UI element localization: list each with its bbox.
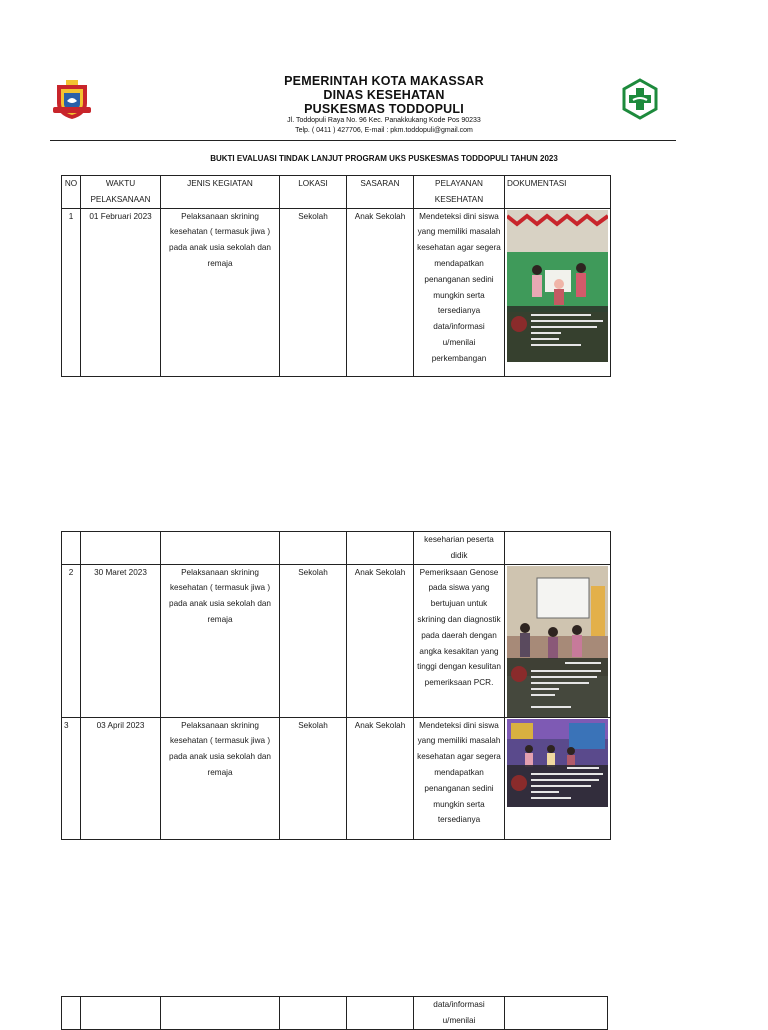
column-header: JENIS KEGIATAN: [161, 176, 280, 209]
table-row: [62, 564, 611, 717]
row-documentation: [505, 717, 611, 839]
evaluation-table: [61, 175, 611, 377]
row-location: Sekolah: [280, 717, 347, 839]
row-activity: Pelaksanaan skrining kesehatan ( termasuk jiwa ) pada anak usia sekolah dan remaja: [161, 564, 280, 717]
column-header: WAKTU PELAKSANAAN: [81, 176, 161, 209]
row-date: 30 Maret 2023: [81, 564, 161, 717]
table-row: [62, 208, 611, 376]
row-service: Mendeteksi dini siswa yang memiliki masalah kesehatan agar segera mendapatkan penanganan sedini mungkin serta tersedianya: [414, 717, 505, 839]
documentation-photo: [507, 719, 608, 807]
column-header: DOKUMENTASI: [505, 176, 611, 209]
agency-name: DINAS KESEHATAN: [323, 88, 445, 102]
row-documentation: [505, 208, 611, 376]
letterhead: [200, 74, 568, 135]
row-service-continuation: data/informasi u/menilai: [414, 997, 505, 1030]
facility-name: PUSKESMAS TODDOPULI: [304, 102, 464, 116]
row-activity: Pelaksanaan skrining kesehatan ( termasuk jiwa ) pada anak usia sekolah dan remaja: [161, 717, 280, 839]
documentation-photo: [507, 210, 608, 362]
document-title: BUKTI EVALUASI TINDAK LANJUT PROGRAM UKS PUSKESMAS TODDOPULI TAHUN 2023: [210, 154, 558, 163]
row-target: Anak Sekolah: [347, 717, 414, 839]
government-name: PEMERINTAH KOTA MAKASSAR: [284, 74, 484, 88]
row-target: Anak Sekolah: [347, 564, 414, 717]
row-date: 03 April 2023: [81, 717, 161, 839]
table-row: [62, 997, 608, 1030]
column-header: PELAYANAN KESEHATAN: [414, 176, 505, 209]
row-service: Mendeteksi dini siswa yang memiliki masalah kesehatan agar segera mendapatkan penanganan sedini mungkin serta tersedianya data/informasi u/menilai perkembangan: [414, 208, 505, 376]
table-row: [62, 717, 611, 839]
table-row: [62, 532, 611, 565]
contact-info: Telp. ( 0411 ) 427706, E-mail : pkm.toddopuli@gmail.com: [295, 126, 473, 134]
row-documentation: [505, 564, 611, 717]
column-header: SASARAN: [347, 176, 414, 209]
table-header-row: [62, 176, 611, 209]
documentation-photo: [507, 566, 608, 717]
row-service-continuation: keseharian peserta didik: [414, 532, 505, 565]
column-header: NO: [62, 176, 81, 209]
row-number: 2: [62, 564, 81, 717]
makassar-city-emblem-icon: [50, 77, 94, 121]
address: Jl. Toddopuli Raya No. 96 Kec. Panakkukang Kode Pos 90233: [287, 117, 481, 124]
puskesmas-logo-icon: [620, 78, 660, 120]
row-location: Sekolah: [280, 564, 347, 717]
row-date: 01 Februari 2023: [81, 208, 161, 376]
row-target: Anak Sekolah: [347, 208, 414, 376]
evaluation-table-continued: [61, 531, 611, 840]
row-number: 3: [62, 717, 81, 839]
evaluation-table-continued-2: [61, 996, 608, 1030]
row-number: 1: [62, 208, 81, 376]
row-location: Sekolah: [280, 208, 347, 376]
header-divider: [50, 140, 676, 141]
row-activity: Pelaksanaan skrining kesehatan ( termasuk jiwa ) pada anak usia sekolah dan remaja: [161, 208, 280, 376]
row-service: Pemeriksaan Genose pada siswa yang bertujuan untuk skrining dan diagnostik pada daerah dengan angka kesakitan yang tinggi dengan kesulitan pemeriksaan PCR.: [414, 564, 505, 717]
column-header: LOKASI: [280, 176, 347, 209]
